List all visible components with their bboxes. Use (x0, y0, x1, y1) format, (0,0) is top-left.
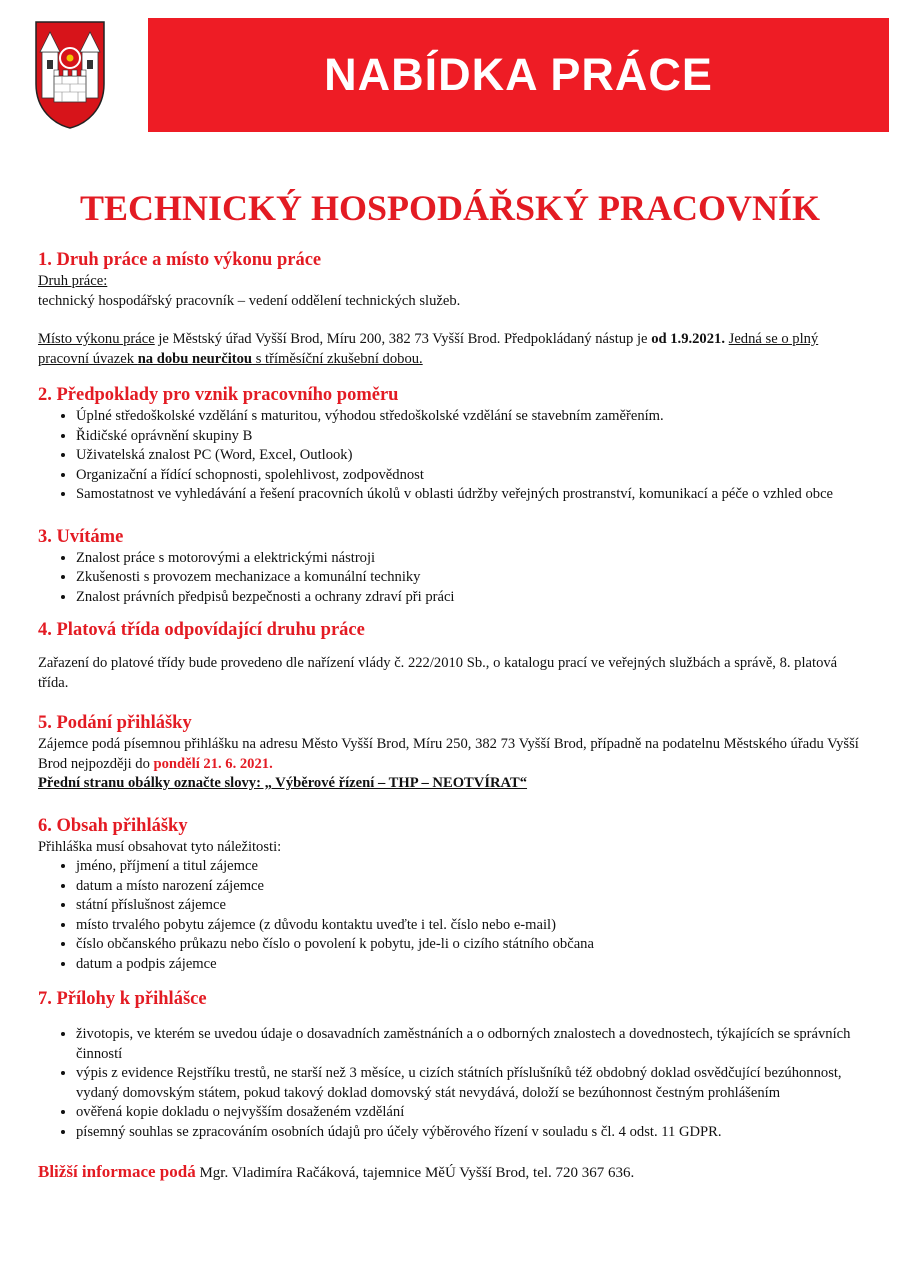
misto-text: je Městský úřad Vyšší Brod, Míru 200, 382 73 Vyšší Brod. Předpokládaný nástup je (154, 331, 652, 347)
list-item: • životopis, ve kterém se uvedou údaje o dosavadních zaměstnáních a o odborných znalostech a dovednostech, týkajících se správních činností (76, 1025, 868, 1064)
list-item: • Zkušenosti s provozem mechanizace a komunální techniky (76, 568, 868, 588)
section-3-heading: 3. Uvítáme (38, 526, 124, 547)
start-date: od 1.9.2021. (651, 331, 725, 347)
list-item: • Organizační a řídící schopnosti, spolehlivost, zodpovědnost (76, 466, 868, 486)
misto-vykonu-paragraph (38, 330, 868, 369)
welcome-list (38, 549, 868, 608)
list-item: • datum a podpis zájemce (76, 955, 868, 975)
envelope-instruction: Přední stranu obálky označte slovy: „ Výběrové řízení – THP – NEOTVÍRAT“ (38, 775, 528, 791)
contents-list (38, 857, 868, 974)
deadline-date: pondělí 21. 6. 2021. (153, 755, 273, 772)
list-item: • Uživatelská znalost PC (Word, Excel, Outlook) (76, 446, 868, 466)
section-2-heading: 2. Předpoklady pro vznik pracovního poměru (38, 385, 399, 405)
uvazek-text-b: na dobu neurčitou (137, 350, 253, 367)
header-banner (148, 18, 889, 132)
list-item: • Znalost práce s motorovými a elektrickými nástroji (76, 549, 868, 569)
list-item: • výpis z evidence Rejstříku trestů, ne starší než 3 měsíce, u cizích státních příslušníků též obdobný doklad osvědčující bezúhonnost, vydaný domovským státem, pokud takový doklad domovský stát nevydává, doloží se bezúhonnost čestným prohlášením (76, 1064, 868, 1103)
salary-text: Zařazení do platové třídy bude provedeno dle nařízení vlády č. 222/2010 Sb., o katalogu prací ve veřejných službách a správě, 8. platová třída. (38, 655, 838, 691)
list-item: • místo trvalého pobytu zájemce (z důvodu kontaktu uveďte i tel. číslo nebo e-mail) (76, 916, 868, 936)
druh-prace-label: Druh práce: (38, 273, 108, 289)
job-title: TECHNICKÝ HOSPODÁŘSKÝ PRACOVNÍK (79, 188, 821, 228)
uvazek-text-c: s tříměsíční zkušební dobou. (252, 350, 423, 367)
contact-text: Mgr. Vladimíra Račáková, tajemnice MěÚ Vyšší Brod, tel. 720 367 636. (195, 1165, 635, 1181)
list-item: • Úplné středoškolské vzdělání s maturitou, výhodou středoškolské vzdělání se stavebním zaměřením. (76, 407, 868, 427)
section-1-heading: 1. Druh práce a místo výkonu práce (38, 250, 322, 270)
list-item: • Samostatnost ve vyhledávání a řešení pracovních úkolů v oblasti údržby veřejných prostranství, komunikací a péče o vzhled obce (76, 485, 868, 505)
application-paragraph (38, 735, 868, 774)
contents-intro: Přihláška musí obsahovat tyto náležitosti: (38, 838, 282, 855)
document-body (38, 248, 868, 1184)
section-5-heading: 5. Podání přihlášky (38, 713, 192, 733)
town-coat-of-arms (34, 18, 106, 130)
list-item: • státní příslušnost zájemce (76, 896, 868, 916)
list-item: • písemný souhlas se zpracováním osobních údajů pro účely výběrového řízení v souladu s čl. 4 odst. 11 GDPR. (76, 1123, 868, 1143)
list-item: • jméno, příjmení a titul zájemce (76, 857, 868, 877)
druh-prace-text: technický hospodářský pracovník – vedení oddělení technických služeb. (38, 292, 461, 309)
attachments-list (38, 1025, 868, 1142)
list-item: • datum a místo narození zájemce (76, 877, 868, 897)
uvazek-text-a: Jedná se o plný pracovní úvazek (38, 331, 819, 367)
contact-footer (38, 1162, 868, 1184)
list-item: • ověřená kopie dokladu o nejvyšším dosaženém vzdělání (76, 1103, 868, 1123)
application-text: Zájemce podá písemnou přihlášku na adresu Město Vyšší Brod, Míru 250, 382 73 Vyšší Brod, případně na podatelnu Městského úřadu Vyšší Brod nejpozději do (38, 736, 859, 772)
banner-title: NABÍDKA PRÁCE (324, 49, 713, 100)
section-7-heading: 7. Přílohy k přihlášce (38, 989, 207, 1009)
requirements-list (38, 407, 868, 505)
section-6-heading: 6. Obsah přihlášky (38, 815, 188, 836)
misto-label: Místo výkonu práce (38, 331, 155, 347)
contact-label: Bližší informace podá (38, 1162, 196, 1181)
section-4-heading: 4. Platová třída odpovídající druhu práce (38, 620, 365, 640)
list-item: • Znalost právních předpisů bezpečnosti a ochrany zdraví při práci (76, 588, 868, 608)
list-item: • Řidičské oprávnění skupiny B (76, 427, 868, 447)
list-item: • číslo občanského průkazu nebo číslo o povolení k pobytu, jde-li o cizího státního občana (76, 935, 868, 955)
